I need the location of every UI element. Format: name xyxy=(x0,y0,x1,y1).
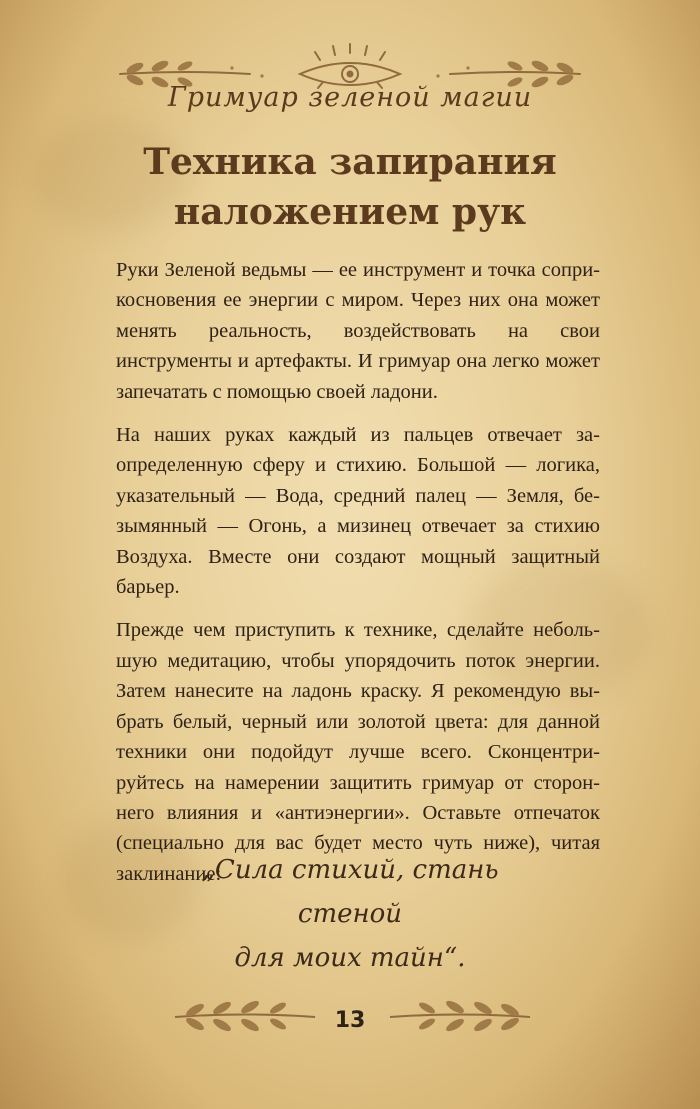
spell-quote xyxy=(150,848,550,980)
paragraph: Прежде чем приступить к технике, сделайте небольшую медитацию, чтобы упорядочить поток энергии. Затем нанесите на ладонь краску. Я рекомендую выбрать белый, черный или золотой цвета: для данной техники они подойдут лучше всего. Сконцентрируйтесь на намерении защитить гримуар от стороннего влияния и «антиэнергии». Оставьте отпечаток (специально для вас будет место чуть ниже), читая заклинание: xyxy=(116,619,600,885)
laurel-branch-right-icon xyxy=(385,992,535,1042)
running-head: Гримуар зеленой магии xyxy=(167,82,533,113)
quote-line: „Сила стихий, стань стеной xyxy=(201,855,499,929)
page-title xyxy=(40,137,660,237)
page-number: 13 xyxy=(334,1008,366,1033)
paragraph: Руки Зеленой ведьмы — ее инструмент и точка соприкосновения ее энергии с миром. Через них она может менять реальность, воздействовать на свои инструменты и артефакты. И гримуар она легко может запечатать с помощью своей ладони. xyxy=(116,259,600,403)
laurel-branch-left-icon xyxy=(170,992,320,1042)
title-line: Техника запирания xyxy=(143,141,557,183)
quote-line: для моих тайн“. xyxy=(234,943,466,973)
paragraph: На наших руках каждый из пальцев отвечает заопределенную сферу и стихию. Большой — логика, указательный — Вода, средний палец — Земля, безымянный — Огонь, а мизинец отвечает за стихию Воздуха. Вместе они создают мощный защитный барьер. xyxy=(116,424,600,599)
body-text xyxy=(116,255,600,902)
title-line: наложением рук xyxy=(173,191,527,233)
